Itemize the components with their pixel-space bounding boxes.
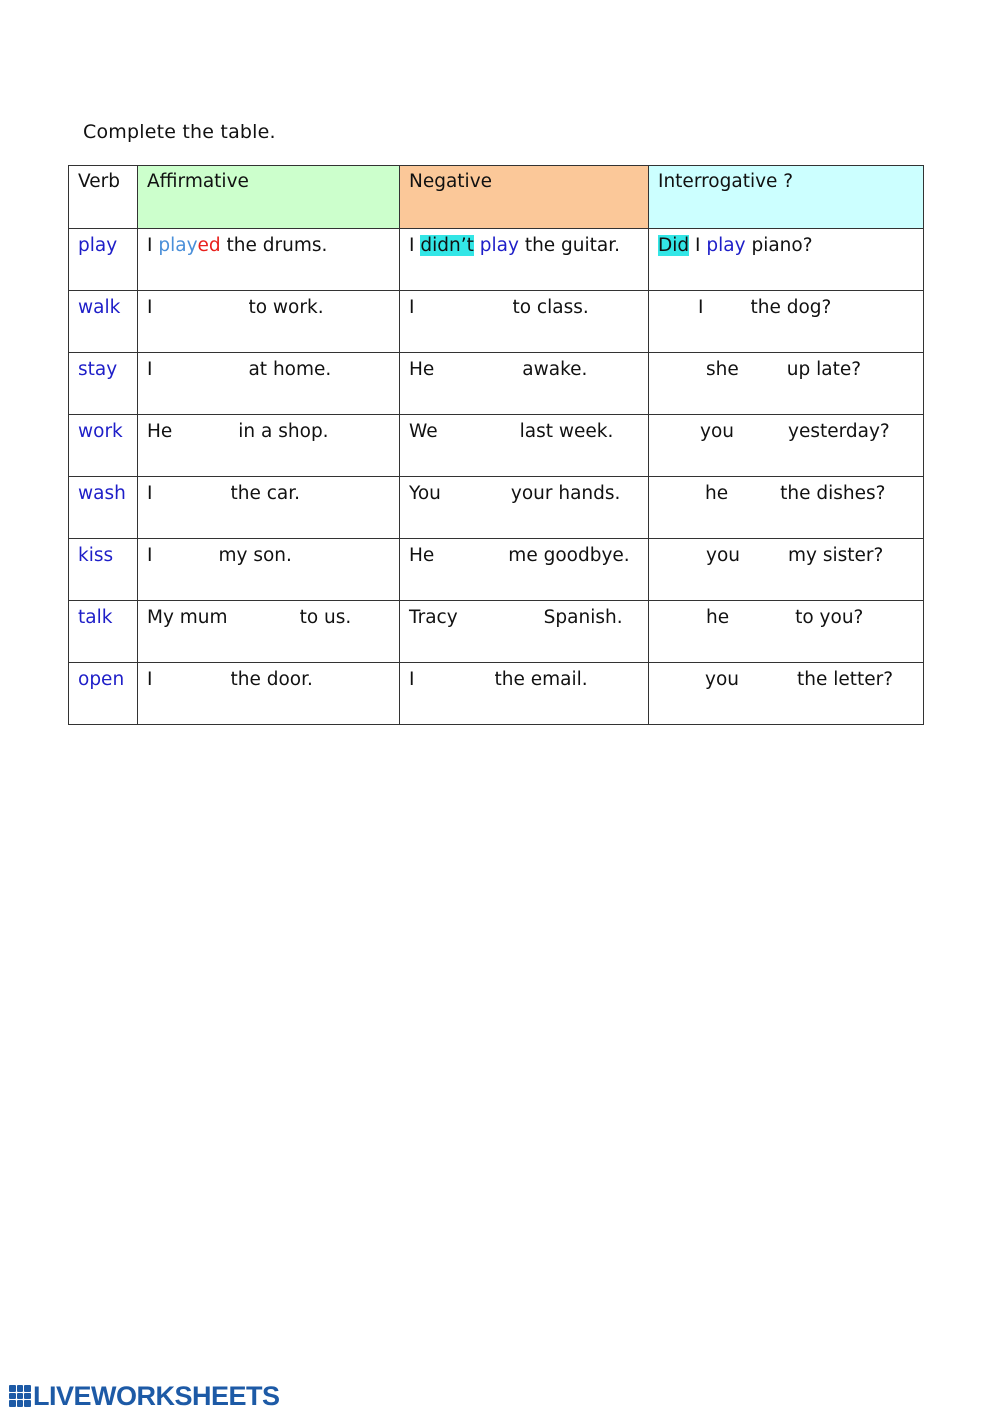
subject: you — [700, 421, 734, 442]
subject: I — [409, 297, 415, 318]
subject: I — [147, 545, 153, 566]
example-row — [69, 229, 924, 291]
interrogative-cell — [649, 353, 924, 415]
subject: I — [409, 235, 415, 256]
subject: I — [147, 359, 153, 380]
header-verb: Verb — [69, 166, 138, 229]
complement: to you? — [795, 607, 864, 628]
verb-cell — [69, 291, 138, 353]
complement: the door. — [230, 669, 313, 690]
subject: you — [705, 669, 739, 690]
complement: Spanish. — [543, 607, 623, 628]
subject: Tracy — [409, 607, 458, 628]
verb-label: open — [78, 669, 125, 690]
complement: in a shop. — [238, 421, 329, 442]
subject: I — [698, 297, 704, 318]
complement: the car. — [230, 483, 301, 504]
complement: the letter? — [797, 669, 894, 690]
subject: I — [147, 235, 153, 256]
affirmative-cell — [138, 663, 400, 725]
interrogative-cell — [649, 415, 924, 477]
complement: last week. — [519, 421, 614, 442]
subject: My mum — [147, 607, 228, 628]
interrogative-cell — [649, 539, 924, 601]
affirmative-cell — [138, 477, 400, 539]
subject: He — [147, 421, 173, 442]
verb-label: walk — [78, 297, 121, 318]
subject: he — [705, 483, 729, 504]
verb-cell — [69, 601, 138, 663]
complement: to class. — [512, 297, 589, 318]
subject: he — [706, 607, 730, 628]
complement: the guitar. — [524, 235, 621, 256]
table-row — [69, 415, 924, 477]
verb-label: work — [78, 421, 123, 442]
verb-cell — [69, 229, 138, 291]
complement: the dog? — [750, 297, 832, 318]
interrogative-cell — [649, 291, 924, 353]
affirmative-cell — [138, 229, 400, 291]
verb-label: wash — [78, 483, 126, 504]
subject: He — [409, 359, 435, 380]
negative-cell — [400, 415, 649, 477]
auxiliary-highlight: didn’t — [420, 235, 474, 256]
complement: up late? — [786, 359, 862, 380]
subject: He — [409, 545, 435, 566]
instructions: Complete the table. — [83, 121, 276, 143]
verb-cell — [69, 477, 138, 539]
header-interrogative: Interrogative ? — [649, 166, 924, 229]
subject: I — [409, 669, 415, 690]
affirmative-cell — [138, 291, 400, 353]
complement: my son. — [218, 545, 292, 566]
subject: You — [409, 483, 441, 504]
past-suffix: ed — [197, 235, 221, 256]
subject: I — [147, 483, 153, 504]
complement: at home. — [248, 359, 332, 380]
verb-cell — [69, 539, 138, 601]
interrogative-cell — [649, 663, 924, 725]
table-row — [69, 477, 924, 539]
negative-cell — [400, 353, 649, 415]
liveworksheets-grid-icon — [9, 1385, 31, 1407]
negative-cell — [400, 539, 649, 601]
verb-cell — [69, 663, 138, 725]
base-verb: play — [479, 235, 519, 256]
complement: your hands. — [510, 483, 621, 504]
header-affirmative: Affirmative — [138, 166, 400, 229]
interrogative-cell — [649, 477, 924, 539]
complement: to work. — [248, 297, 324, 318]
table-row — [69, 291, 924, 353]
complement: the dishes? — [780, 483, 886, 504]
subject: I — [147, 669, 153, 690]
negative-cell — [400, 229, 649, 291]
complement: yesterday? — [788, 421, 890, 442]
verb-stem: played — [158, 235, 221, 256]
table-row — [69, 601, 924, 663]
verb-label: kiss — [78, 545, 114, 566]
complement: to us. — [299, 607, 352, 628]
verb-cell — [69, 415, 138, 477]
table-row — [69, 539, 924, 601]
header-row — [69, 166, 924, 229]
interrogative-cell — [649, 229, 924, 291]
negative-cell — [400, 601, 649, 663]
table-row — [69, 663, 924, 725]
verb-table — [68, 165, 924, 725]
subject: I — [695, 235, 701, 256]
base-verb: play — [706, 235, 746, 256]
verb-cell — [69, 353, 138, 415]
affirmative-cell — [138, 353, 400, 415]
header-negative: Negative — [400, 166, 649, 229]
negative-cell — [400, 477, 649, 539]
complement: the email. — [494, 669, 588, 690]
table-row — [69, 353, 924, 415]
verb-label: play — [78, 235, 118, 256]
negative-cell — [400, 291, 649, 353]
footer-brand — [9, 1381, 280, 1411]
complement: me goodbye. — [508, 545, 630, 566]
complement: my sister? — [788, 545, 884, 566]
complement: the drums. — [226, 235, 328, 256]
brand-name: LIVEWORKSHEETS — [33, 1380, 280, 1411]
negative-cell — [400, 663, 649, 725]
affirmative-cell — [138, 539, 400, 601]
auxiliary-highlight: Did — [658, 235, 690, 256]
verb-label: talk — [78, 607, 113, 628]
subject: I — [147, 297, 153, 318]
subject: We — [409, 421, 438, 442]
complement: piano? — [751, 235, 813, 256]
interrogative-cell — [649, 601, 924, 663]
verb-label: stay — [78, 359, 118, 380]
subject: you — [706, 545, 740, 566]
subject: she — [706, 359, 739, 380]
affirmative-cell — [138, 415, 400, 477]
affirmative-cell — [138, 601, 400, 663]
complement: awake. — [522, 359, 588, 380]
